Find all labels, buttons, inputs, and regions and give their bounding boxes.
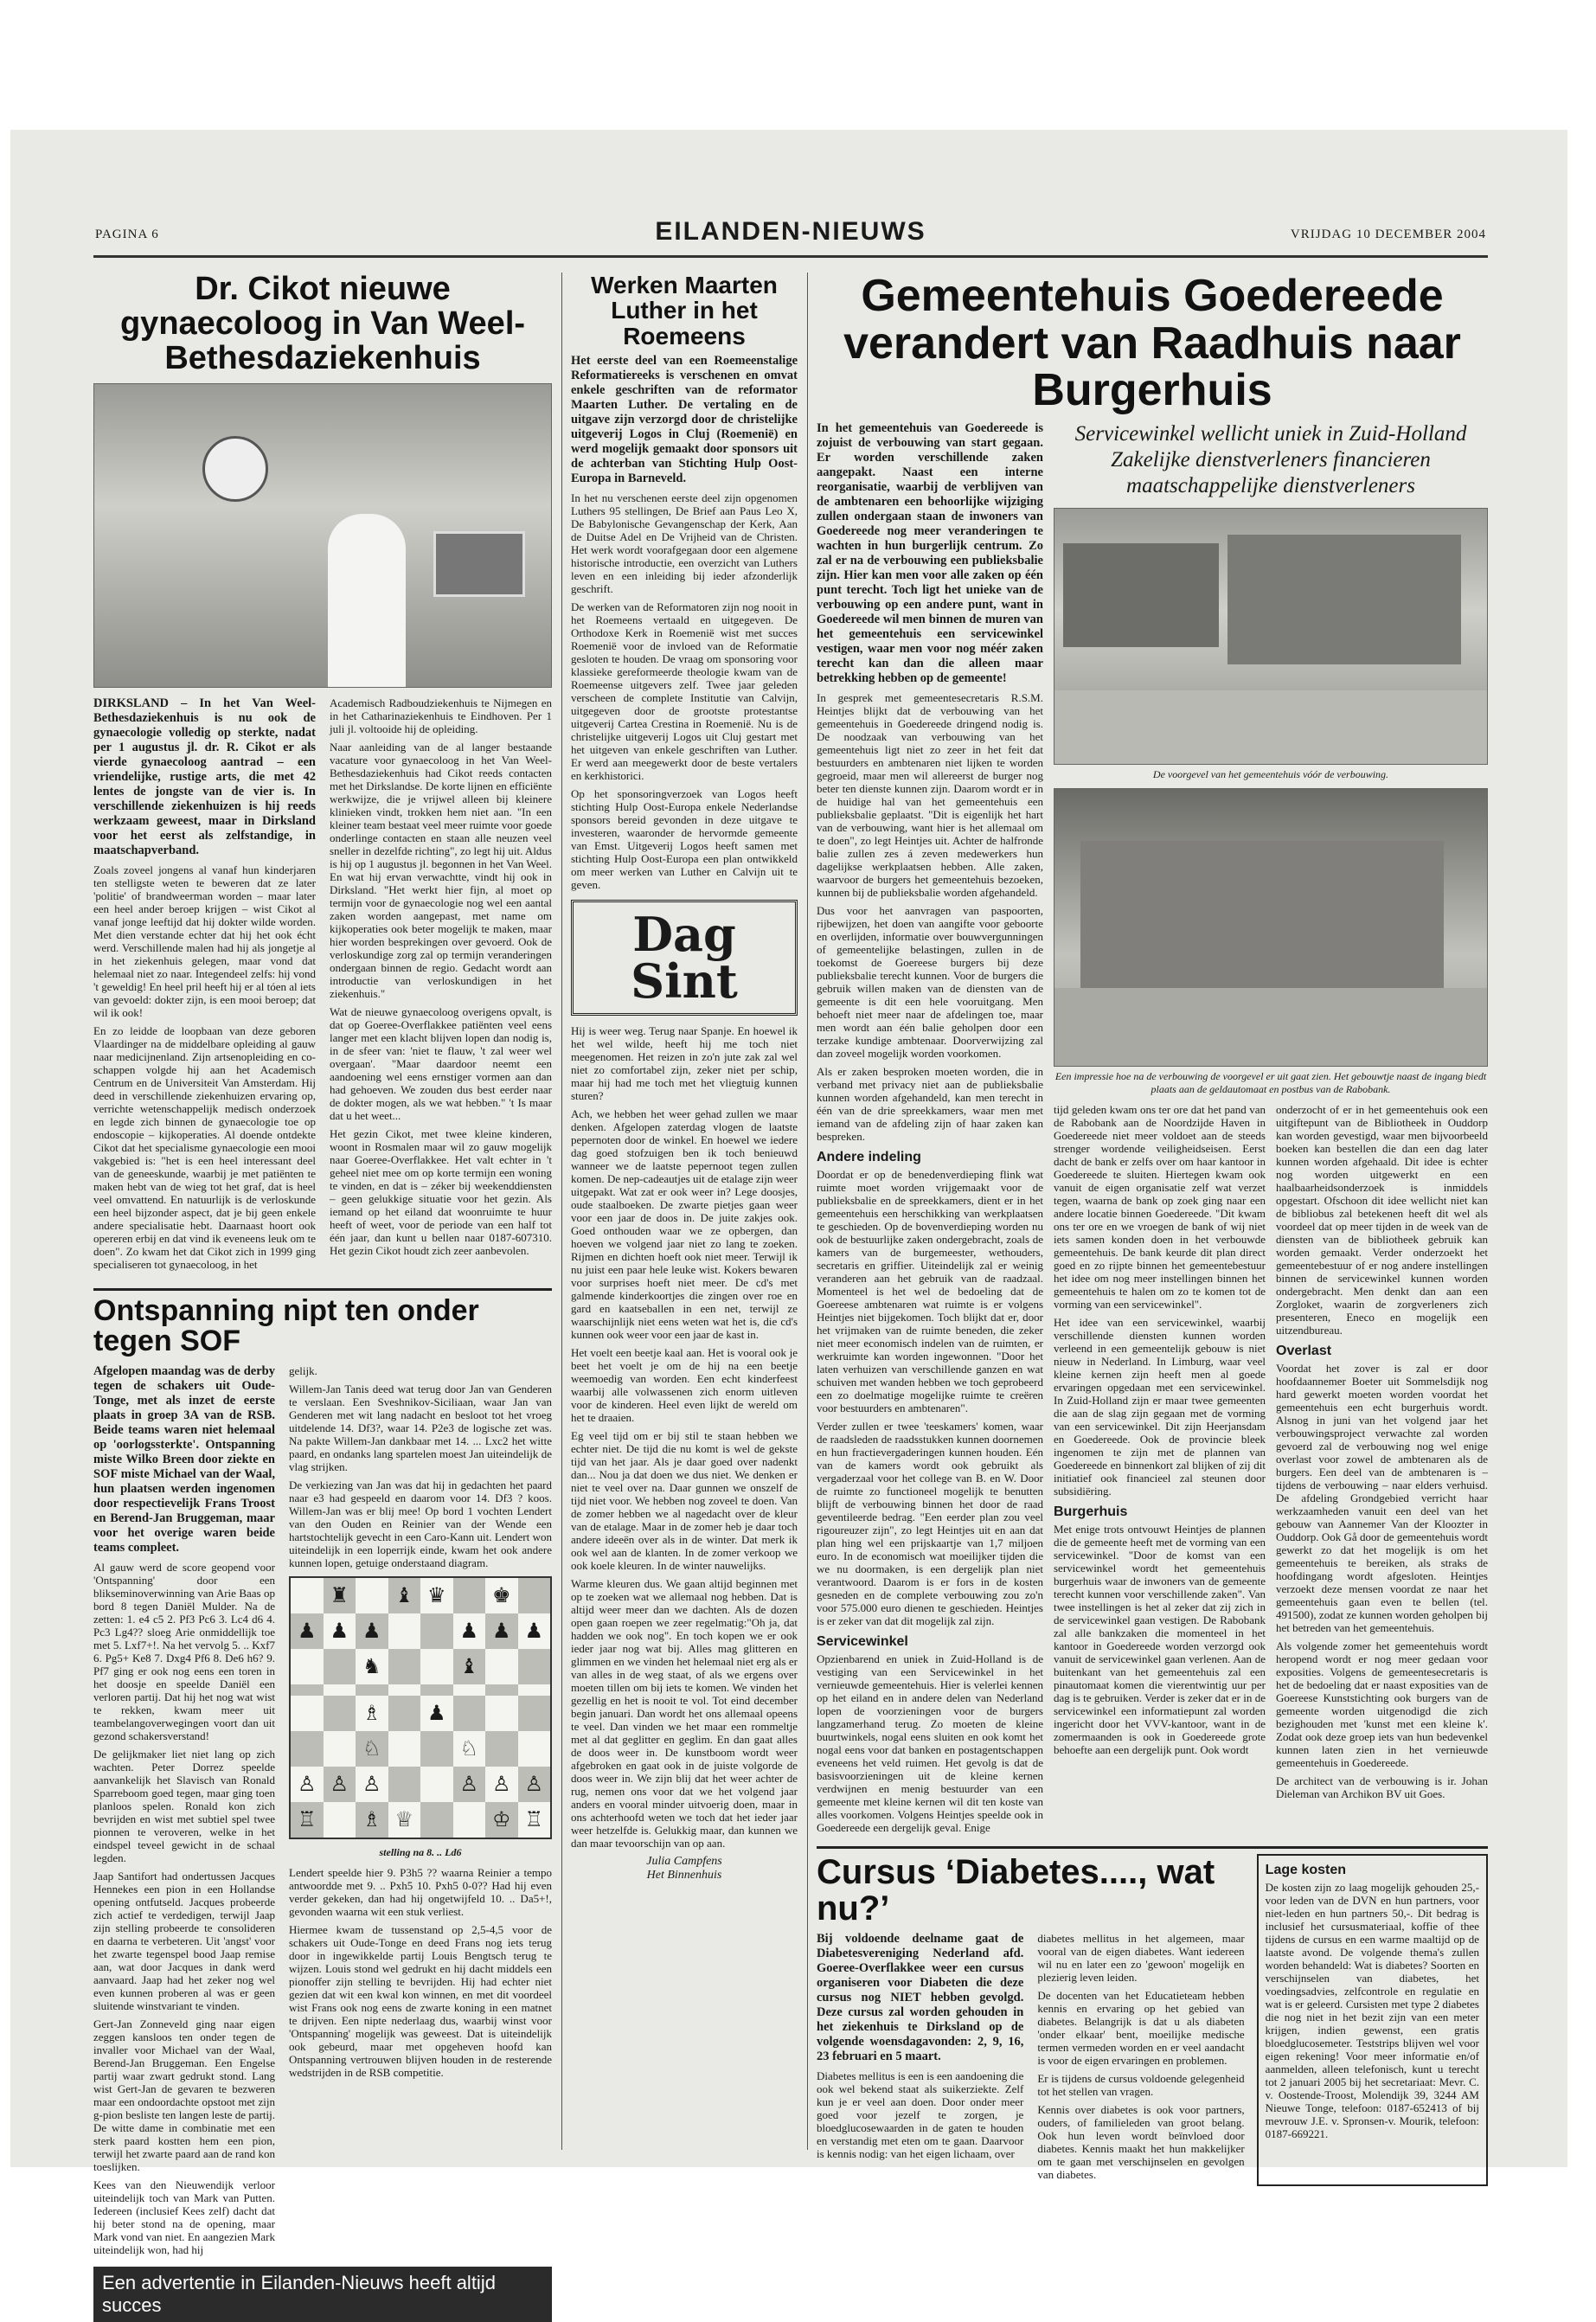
chess-square: ♗ bbox=[356, 1696, 388, 1731]
chess-square bbox=[420, 1731, 453, 1767]
paragraph: Hiermee kwam de tussenstand op 2,5-4,5 voor de schakers uit Oude-Tonge en deed Frans nog iets terug door in ingewikkelde partij Louis Bengtsch terug te wijzen. Louis stond wel gedrukt en hij dacht middels een pionoffer zijn stelling te bevrijden. Hij had echter niet gezien dat wit een kwal kon winnen, en met dit voordeel wist Frans ook nog eens de zwarte koning in een matnet te drijven. Een nipte nederlaag dus, waarbij winst voor 'Ontspanning' mogelijk was geweest. Dat is uiteindelijk ook gebeurd, maar met opgeheven hoofd kan Ontspanning vertrouwen blijven houden in de resterende wedstrijden in de RSB competitie. bbox=[289, 1923, 552, 2080]
chess-square bbox=[518, 1649, 551, 1684]
chess-square bbox=[324, 1802, 356, 1838]
chess-square bbox=[388, 1684, 421, 1695]
column-middle bbox=[571, 273, 798, 2150]
article-intro: Bij voldoende deelname gaat de Diabetesvereniging Nederland afd. Goeree-Overflakkee weer een cursus organiseren voor Diabeten die deze cursus nog NIET hebben gevolgd. Deze cursus zal worden gehouden in het ziekenhuis te Dirksland op de volgende woensdagavonden: 2, 9, 16, 23 februari en 5 maart. bbox=[817, 1931, 1024, 2063]
wall-clock-icon bbox=[202, 436, 268, 502]
photo-town-hall-impression bbox=[1054, 788, 1488, 1067]
paragraph: En zo leidde de loopbaan van deze geboren Vlaardinger na de middelbare opleiding al gauw naar medicijnenland. Zijn artsenopleiding en co-schappen volgde hij aan het Academisch Centrum en de Universiteit Van Amsterdam. Hij deed in verschillende ziekenhuizen ervaring op, verrichte wetenschappelijk medisch onderzoek en legde zich binnen de gynaecologie toe op endoscopie – kijkoperaties. Al doende ontdekte Cikot dat het specialisme gynaecologie een mooi vakgebied is: "het is een heel interessant deel van de geneeskunde, waarbij je met patiënten te maken hebt van de wieg tot het graf, dat is heel veel omvattend. En natuurlijk is de verloskunde een heel bijzonder aspect, dat je bij geen enkele andere specialisatie hebt. Daarnaast hoort ook opereren erbij en dat vind ik eveneens leuk om te doen". Zo kwam het dat Cikot zich in 1999 ging specialiseren tot gynaecoloog, in het bbox=[93, 1023, 316, 1271]
advertisement-banner: Een advertentie in Eilanden-Nieuws heeft altijd succes bbox=[93, 2267, 552, 2322]
paragraph: Diabetes mellitus is een is een aandoening die ook wel bekend staat als suikerziekte. Zelf kun je er veel aan doen. Door onder meer goed voor jezelf te zorgen, je bloedglucosewaarden in de gaten te houden en verstandig met eten om te gaan. Daarvoor is kennis nodig: van het eigen lichaam, over bbox=[817, 2069, 1024, 2160]
chess-square: ♔ bbox=[485, 1802, 518, 1838]
plaza bbox=[1054, 988, 1487, 1066]
chess-square: ♟ bbox=[356, 1613, 388, 1649]
chess-square bbox=[453, 1802, 486, 1838]
headline-luther: Werken Maarten Luther in het Roemeens bbox=[591, 272, 778, 350]
sint-title: Sint bbox=[631, 953, 738, 1010]
photo-caption: Een impressie hoe na de verbouwing de voorgevel er uit gaat zien. Het gebouwtje naast de ingang biedt plaats aan de geldautomaat en postbus van de Rabobank. bbox=[1054, 1069, 1487, 1095]
column-rule bbox=[561, 273, 562, 2150]
signature-name: Julia Campfens bbox=[646, 1855, 722, 1869]
paragraph: Hij is weer weg. Terug naar Spanje. En hoewel ik het wel wilde, heeft hij me toch niet meegenomen. Het reizen in zo'n jute zak zal wel niet zo comfortabel zijn, zeker niet per schip, maar hij had me toch met het vliegtuig kunnen sturen? bbox=[571, 1024, 798, 1103]
headline-diabetes: Cursus ‘Diabetes...., wat nu?’ bbox=[817, 1852, 1215, 1928]
paragraph: Ach, we hebben het weer gehad zullen we maar denken. Afgelopen zaterdag vlogen de laatste pepernoten door de winkel. En hoewel we iedere dag goed stofzuigen ben ik toch benieuwd wanneer we de laatste pepernoot tegen zullen komen. De nep-cadeautjes uit de etalage zijn weer uitgepakt. Wat zat er ook weer in? Lege doosjes, oude staalboeken. De zwarte pietjes gaan weer voor een jaar de doos in. De juite zakjes ook. Goed onthouden waar we ze opbergen, dan hoeven we volgend jaar niet zo lang te zoeken. Rijmen en dichten hoeft ook niet meer. Terwijl ik nu juist een paar hele leuke wist. Kokers bewaren voor surprises hoeft niet meer. De cd's met galmende kinderkoortjes die zingen over roe en gard en kaatseballen in een net, terwijl ze waarschijnlijk niet eens weten wat het is, die cd's kunnen ook weer voor een jaar de kast in. bbox=[571, 1107, 798, 1342]
article-cikot-body bbox=[93, 696, 552, 1276]
chess-square: ♙ bbox=[291, 1767, 324, 1802]
paragraph: Op het sponsoringverzoek van Logos heeft stichting Hulp Oost-Europa enkele Nederlandse sponsors bereid gevonden in deze uitgave te investeren, waaronder de hervormde gemeente van Emst. Uitgeverij Logos heeft samen met stichting Hulp Oost-Europa een plan ontwikkeld om meer werken van Luther en Calvijn uit te geven. bbox=[571, 787, 798, 892]
building-impression bbox=[1080, 841, 1444, 988]
building-left bbox=[1063, 543, 1219, 647]
paragraph: Als volgende zomer het gemeentehuis wordt heropend wordt er nog meer gedaan voor exposities. Volgens de gemeentesecretaris is het de bedoeling dat er naast exposities van de Goereese Kunststichting ook burgers van de gemeente worden uitgenodigd die zich bezighouden met 'kunst met een kleine k'. Zodat ook deze groep iets van hun bedevenkel kunnen laten zien in het vernieuwde gemeentehuis in Goedereede. bbox=[1276, 1639, 1488, 1769]
chess-square bbox=[518, 1578, 551, 1613]
chess-square bbox=[485, 1684, 518, 1695]
paragraph: De verkiezing van Jan was dat hij in gedachten het paard naar e3 had gespeeld en daarom voor 14. Df3 ? koos. Willem-Jan was er blij mee! Op bord 1 vochten Lendert van den Ouden en Reinier van der Wende een hartstochtelijk gevecht in een Caro-Kann uit. Lendert won uiteindelijk in een loperrijk einde, kwam het ook andere kunnen lopen, getuige onderstaand diagram. bbox=[289, 1479, 552, 1570]
chess-square bbox=[291, 1684, 324, 1695]
chess-square: ♝ bbox=[388, 1578, 421, 1613]
dag-title: Dag bbox=[632, 907, 736, 963]
paragraph: Voordat het zover is zal er door hoofdaannemer Boeter uit Sommelsdijk nog hard gewerkt moeten worden voordat het gemeentehuis een echt burgerhuis wordt. Alsnog in juni van het volgend jaar het verbouwingsproject verwachte zal worden gevoerd zal de verbouwing nog wel enige overlast voor zowel de ambtenaren als de burgers. Een deel van de ambtenaren is – tijdens de verbouwing – naar elders verhuisd. De afdeling Grondgebied verricht haar werkzaamheden vanuit een deel van het gebouw van Aannemer Van der Kloozter in Ouddorp. Ook Gå door de gemeentehuis wordt gewerkt zo dat het mogelijk is om het gemeentehuis te bereiken, als straks de hoofdingang wordt afgesloten. Heintjes verzoekt deze mensen voordat ze naar het gemeentehuis gaan even te bellen (tel. 491500), zodat ze kunnen worden geholpen bij het betreden van het gemeentehuis. bbox=[1276, 1361, 1488, 1634]
chess-square bbox=[485, 1731, 518, 1767]
chess-square: ♟ bbox=[324, 1613, 356, 1649]
chess-square bbox=[453, 1684, 486, 1695]
chess-square bbox=[420, 1684, 453, 1695]
photo-caption: De voorgevel van het gemeentehuis vóór de verbouwing. bbox=[1152, 767, 1389, 780]
chess-square bbox=[324, 1731, 356, 1767]
article-intro: In het gemeentehuis van Goedereede is zojuist de verbouwing van start gegaan. Er worden verschillende zaken aangepakt. Naast een interne reorganisatie, waarbij de verblijven van de ambtenaren een behoorlijke wijziging zullen ondergaan staan de inwoners van Goedereede nog meer veranderingen te wachten in hun burgerlijk centrum. Zo zal er na de verbouwing een publieksbalie zijn. Hier kan men voor alle zaken op één punt terecht. Toch ligt het unieke van de verbouwing op een andere punt, want in Goedereede wil men binnen de muren van het gemeentehuis een servicewinkel vestigen, waar men voor nog méér zaken terecht kan dan die alleen maar betrekking hebben op de gemeente! bbox=[817, 420, 1043, 685]
paragraph: De docenten van het Educatieteam hebben kennis en ervaring op het gebied van diabetes. Belangrijk is dat u als diabeten 'onder elkaar' bent, moeilijke medische termen vermeden worden en er veel aandacht is voor de eigen ervaringen en problemen. bbox=[1037, 1988, 1245, 2067]
column-left bbox=[93, 271, 552, 2317]
chess-square bbox=[291, 1578, 324, 1613]
chess-square: ♙ bbox=[356, 1767, 388, 1802]
chess-square bbox=[518, 1684, 551, 1695]
chess-square bbox=[388, 1649, 421, 1684]
plaza bbox=[1054, 690, 1487, 764]
chess-square: ♖ bbox=[518, 1802, 551, 1838]
info-box-title: Lage kosten bbox=[1265, 1862, 1347, 1877]
chess-square: ♟ bbox=[485, 1613, 518, 1649]
paragraph: Lendert speelde hier 9. P3h5 ?? waarna Reinier a tempo antwoordde met 9. .. Pxh5 10. Pxh5 0-0?? Had hij even verder gekeken, dan had hij ongetwijfeld 10. .. Da5+!, gevonden waarna wit een stuk verliest. bbox=[289, 1866, 552, 1919]
headline-chess: Ontspanning nipt ten onder tegen SOF bbox=[93, 1293, 479, 1358]
paragraph: Doordat er op de benedenverdieping flink wat ruimte moet worden vrijgemaakt voor de publieksbalie en de spreekkamers, dient er in het gemeentehuis een herschikking van werkplaatsen te geschieden. Op de bovenverdieping worden nu ook de bestuurlijke zaken ondergebracht, zoals de kamers van de burgemeester, wethouders, secretaris en griffier. Uiteindelijk zal er weinig veranderen aan het gebruik van de raadzaal. Momenteel is het wel de bedoeling dat de Goereese ambtenaren wat ruimte is er volgens Heintjes niet bijgekomen. Toch blijkt dat er, door het vrijmaken van de ruimte beneden, die zeker niet meer economisch indelen van de ruimten, er werkruimte kan worden ingewonnen. "Door het laten verhuizen van verschillende ganzen en wat schuiven met wanden hebben we toch geprobeerd een zo doelmatige mogelijke ruimte te creëren voor bestuurders en ambtenaren". bbox=[817, 1167, 1043, 1414]
paragraph: De werken van de Reformatoren zijn nog nooit in het Roemeens vertaald en uitgegeven. De Orthodoxe Kerk in Roemenië wist met succes Roemenië voor de invloed van de Reformatie gesloten te houden. De vraag om sponsoring voor klassieke gereformeerde theologie kwam van de Roemeense uitgevers zelf. Twee jaar geleden verscheen de complete Institutie van Calvijn, uitgegeven door de grootste protestantse uitgeverij Cartea Crestina in Roemenië. Nu is de christelijke uitgeverij Logos uit Cluj gestart met het uitgeven van enkele geschriften van Luther. Er werd aan meegewerkt door de beste vertalers en kerkhistorici. bbox=[571, 600, 798, 783]
chess-square: ♟ bbox=[453, 1613, 486, 1649]
chess-square: ♙ bbox=[518, 1767, 551, 1802]
issue-date: VRIJDAG 10 DECEMBER 2004 bbox=[1290, 228, 1486, 241]
paragraph: onderzocht of er in het gemeentehuis ook een uitgiftepunt van de Bibliotheek in Ouddorp kan worden gevestigd, waar men bijvoorbeeld boeken kan bestellen die dan een dag later kunnen worden afgehaald. Dit idee is echter nog worden uitgewerkt en een haalbaarheidsonderzoek is inmiddels opgestart. Ofschoon dit idee wellicht niet kan de bibliobus zal betekenen heeft dit wel als voordeel dat op meer tijden in de week van de diensten van de bibliotheek gebruik kan worden gemaakt. Verder onderzoekt het gemeentebestuur of er nog andere instellingen binnen de servicewinkel kunnen worden ondergebracht. Men denkt dan aan een Zorgloket, waarin de zorgverleners zich presenteren, Eneco en mogelijk een uitzendbureau. bbox=[1276, 1102, 1488, 1337]
chess-square: ♙ bbox=[324, 1767, 356, 1802]
chess-square: ♟ bbox=[420, 1696, 453, 1731]
paragraph: Met enige trots ontvouwt Heintjes de plannen die de gemeente heeft met de vorming van een servicewinkel. "Door de komst van een servicewinkel wordt het gemeentehuis burgerhuis waar de inwoners van de gemeente terecht kunnen voor verschillende zaken". Van twee instellingen is het al zeker dat zij zich in de servicewinkel gaan vestigen. De Rabobank zal alle bankzaken die momenteel in het kantoor in Goedereede worden verzorgd ook vanuit de servicewinkel gaan verlenen. Aan de buitenkant van het gemeentehuis zal een pinautomaat komen die vierentwintig uur per dag is te gebruiken. Verder is zeker dat er in de servicewinkel een informatiepunt zal worden ingericht door het VVV-kantoor, want in de zomermaanden is ook in Goedereede grote behoefte aan een dergelijk punt. Ook wordt bbox=[1054, 1522, 1266, 1756]
wall-painting bbox=[433, 531, 525, 597]
photo-town-hall-before bbox=[1054, 508, 1488, 765]
column-title-dag-sint bbox=[571, 900, 798, 1016]
paragraph: Wat de nieuwe gynaecoloog overigens opvalt, is dat op Goeree-Overflakkee patiënten veel eens langer met een klacht blijven lopen dan nodig is, in de sfeer van: 'niet te flauw, 't zal weer wel overgaan'. "Maar daardoor neemt een aandoening wel eens ernstiger vormen aan dan had gehoeven. We zouden dus best eerder naar de dokter mogen, als we wat hebben." 't Is maar dat u het weet... bbox=[330, 1004, 552, 1122]
chess-diagram bbox=[289, 1576, 552, 1839]
chess-square bbox=[324, 1649, 356, 1684]
photo-gynaecologist bbox=[93, 383, 552, 688]
doctor-figure bbox=[328, 514, 406, 687]
chess-square bbox=[485, 1696, 518, 1731]
chess-diagram-caption: stelling na 8. .. Ld6 bbox=[379, 1846, 462, 1859]
column-right bbox=[817, 271, 1488, 2181]
info-box-lage-kosten bbox=[1257, 1854, 1488, 2186]
chess-square: ♚ bbox=[485, 1578, 518, 1613]
chess-square: ♕ bbox=[388, 1802, 421, 1838]
building-center bbox=[1227, 535, 1461, 664]
chess-square: ♗ bbox=[356, 1802, 388, 1838]
column-rule bbox=[807, 273, 808, 2150]
chess-square: ♘ bbox=[356, 1731, 388, 1767]
info-box-text: De kosten zijn zo laag mogelijk gehouden 25,- voor leden van de DVN en hun partners, voor niet-leden en hun partners 50,-. Dit bedrag is inclusief het cursusmateriaal, koffie of thee tijdens de cursus en een warme maaltijd op de laatste avond. De volgende thema's zullen worden behandeld: Wat is diabetes? Soorten en verschijnselen van diabetes, het voedingsadvies, zelfcontrole en regulatie en wat is er geleerd. Cursisten met type 2 diabetes die nog niet in het bezit zijn van een meter krijgen, indien gewenst, een gratis bloedglucosemeter. Teststrips blijven wel voor eigen rekening! Voor meer informatie en/of aanmelden, alleen telefonisch, kunt u terecht tot 2 januari 2005 bij het secretariaat: Mevr. C. v. Oostende-Troost, Molendijk 39, 3244 AM Nieuwe Tonge, telefoon: 0187-652413 of bij mevrouw J.E. v. Spronsen-v. Mourik, telefoon: 0187-669221. bbox=[1265, 1880, 1479, 2140]
chess-square bbox=[356, 1578, 388, 1613]
paragraph: Jaap Santifort had ondertussen Jacques Hennekes een pion in een Hollandse opening ontfutseld. Jacques probeerde zich actief te verdedigen, terwijl Jaap zijn stelling probeerde te consolideren en daarna te verbeteren. Uit 'angst' voor het zwarte tegenspel bood Jaap remise aan, wat door Jacques in dank werd aanvaard. Jaap had het zeker nog wel even kunnen proberen al was er geen sluitende winstvariant te vinden. bbox=[93, 1870, 275, 2013]
paragraph: Gert-Jan Zonneveld ging naar eigen zeggen kansloos ten onder tegen de invaller voor Michael van der Waal, Berend-Jan Bruggeman. Een Engelse partij waar zwart gedrukt stond. Lang wist Gert-Jan de gevaren te bezweren maar een ondoordachte opstoot met zijn g-pion besliste ten langen leste de partij. De witte dame in combinatie met een sterk paard kostten hem een pion, terwijl het zwarte paard aan de rand kon toeslijken. bbox=[93, 2017, 275, 2174]
paragraph: Naar aanleiding van de al langer bestaande vacature voor gynaecoloog in het Van Weel-Bethesdaziekenhuis had Cikot reeds contacten met het Dirkslandse. De korte lijnen en efficiënte werkwijze, die je vrijwel alleen bij kleinere klinieken vindt, trokken hem niet aan. "In een kleiner team bestaat veel meer ruimte voor goede onderlinge contacten en staan alle neuzen veel sneller in dezelfde richting", zo legt hij uit. Aldus is hij op 1 augustus jl. begonnen in het Van Weel. En wat hij ervan verwachtte, vindt hij ook in Dirksland. "Het werkt hier fijn, al moet op termijn voor de gynaecologie nog wel een aantal zaken worden aangepast, met name om kijkoperaties ook beter mogelijk te maken, maar hier worden besprekingen over gevoerd. Ook de verloskundige zorg zal op termijn veranderingen ondergaan binnen de regio. Gedacht wordt aan introductie van verloskundigen in het ziekenhuis." bbox=[330, 740, 552, 1000]
paragraph: diabetes mellitus in het algemeen, maar vooral van de eigen diabetes. Want iedereen wil nu en later een zo 'gewoon' mogelijk en plezierig leven leiden. bbox=[1037, 1931, 1245, 1984]
subheading: Burgerhuis bbox=[1054, 1504, 1128, 1519]
chess-square bbox=[420, 1649, 453, 1684]
article-intro: Het eerste deel van een Roemeenstalige Reformatiereeks is verschenen en omvat enkele geschriften van de reformator Maarten Luther. De vertaling en de uitgave zijn verzorgd door de christelijke uitgeverij Logos in Cluj (Roemenië) en werd mogelijk gemaakt door sponsors uit de achterban van Stichting Hulp Oost-Europa in Barneveld. bbox=[571, 354, 798, 486]
paragraph: Eg veel tijd om er bij stil te staan hebben we echter niet. De tijd die nu komt is wel de gekste tijd van het jaar. Als je daar goed over nadenkt dan... Nou ja dat doen we dus niet. We denken er niet te veel over na. Daar gunnen we onszelf de tijd niet voor. We hebben nog zoveel te doen. Van de zomer hebben we al nagedacht over de kleur van de etalage. Maar in de zomer heb je daar toch andere ideeën over als in de winter. Dat merk ik ook wel aan de klanten. In de zomer verkoop we ook koele kleuren. In de winter nauwelijks. bbox=[571, 1429, 798, 1573]
paragraph: Als er zaken besproken moeten worden, die in verband met privacy niet aan de publieksbalie kunnen worden afgehandeld, kan men terecht in één van de drie spreekkamers, waar men met iemand van de afdeling zijn of haar zaken kan bespreken. bbox=[817, 1064, 1043, 1143]
signature-place: Het Binnenhuis bbox=[646, 1869, 722, 1883]
chess-square bbox=[324, 1684, 356, 1695]
paragraph: In gesprek met gemeentesecretaris R.S.M. Heintjes blijkt dat de verbouwing van het gemeentehuis in Goedereede dringend nodig is. De noodzaak van verbouwing van het gemeentehuis ligt niet zo zeer in het feit dat bestuurders en ambtenaren niet lijken te worden gegroeid, maar men wil allereerst de burger nog beter ten dienste kunnen zijn. Daarom wordt er in de huidige hal van het gemeentehuis een publieksbalie geplaatst. "Dit is eigenlijk het hart van de verbouwing, want hier is het allemaal om te doen", zo legt Heintjes uit. Achter de halfronde balie zullen zes á zeven medewerkers hun dagelijkse werkplaatsen hebben. Alle zaken, waarvoor de burgers het gemeentehuis bezoeken, kunnen bij de publieksbalie worden afgehandeld. bbox=[817, 690, 1043, 899]
chess-square bbox=[420, 1802, 453, 1838]
paragraph: Opzienbarend en uniek in Zuid-Holland is de vestiging van een Servicewinkel in het vernieuwde gemeentehuis. Hier is velerlei kennen op het eiland en in andere delen van Nederland lopen de voorzieningen voor de burgers langzamerhand terug. Zo moeten de kleine buurtwinkels, nogal eens sluiten en ook komt het nogal eens voor dat banken en postagentschappen eveneens het veld ruimen. Het gevolg is dat de basisvoorzieningen uit de kleine kernen verdwijnen en menig bestuurder van een gemeente met kleine kernen wil dit ten koste van alles voorkomen. Volgens Heintjes speelde ook in Goedereede een dergelijk geval. Enige bbox=[817, 1652, 1043, 1834]
headline-gemeentehuis: Gemeentehuis Goedereede verandert van Raadhuis naar Burgerhuis bbox=[843, 271, 1461, 416]
chess-square: ♖ bbox=[291, 1802, 324, 1838]
newspaper-page bbox=[93, 212, 1488, 2317]
subheading: Servicewinkel bbox=[817, 1633, 908, 1649]
paragraph: Verder zullen er twee 'teeskamers' komen, waar de raadsleden de raadsstukken kunnen doornemen en hun fractievergaderingen kunnen houden. Eén van de kamers wordt ook gebruikt als vergaderzaal voor het college van B. en W. Door de ruimte zo functioneel mogelijk te benutten blijft de verbouwing binnen het door de raad geventileerde bedrag. "Een eerder plan zou veel rigoureuzer zijn", zo legt Heintjes uit en aan dat plan hing wel een prijskaartje van 1,7 miljoen euro. In de economisch wat moeilijker tijden die we nu doormaken, is een dergelijk plan niet verantwoord. Daarom is er fors in de kosten gesneden en de complete verbouwing zou zo'n voor 575.000 euro dienen te geschieden. Heintjes is er zeker van dat dit mogelijk zal zijn. bbox=[817, 1419, 1043, 1627]
subhead-servicewinkel: Servicewinkel wellicht uniek in Zuid-Holland bbox=[1074, 421, 1467, 446]
paragraph: Zoals zoveel jongens al vanaf hun kinderjaren ten stelligste weten te beweren dat ze later 'politie' of brandweerman worden – maar later een heel ander beroep krijgen – wist Cikot al vanaf jonge leeftijd dat hij dokter wilde worden. Met dien verstande echter dat hij het ook écht werd. Verschillende malen had hij als jongetje al in het ziekenhuis gelegen, maar vond dat helemaal niet zo naar. Integendeel zelfs: hij vond 't geweldig! En heel pril heeft hij er al tóen al iets van gevoeld: dokter zijn, is een mooi beroep; dat wil ik ook! bbox=[93, 863, 316, 1019]
chess-square: ♟ bbox=[518, 1613, 551, 1649]
chess-square: ♙ bbox=[485, 1767, 518, 1802]
chess-square bbox=[356, 1684, 388, 1695]
paragraph: Het idee van een servicewinkel, waarbij verschillende diensten kunnen worden verleend in een gemeentelijk gebouw is niet nieuw in Nederland. In Limburg, waar veel kleine kernen zijn heeft men al goede ervaringen opgedaan met een servicewinkel. In Zuid-Holland zijn er maar twee gemeenten die aan de slag zijn gegaan met de vorming van een servicewinkel. Dit zijn Heerjansdam en Goedereede. Ook de provincie bleek ingenomen te zijn met de plannen van Goedereede en binnenkort zal blijken of zij dit initiatief ook financieel zal steunen door subsidiëring. bbox=[1054, 1315, 1266, 1498]
chess-square bbox=[388, 1731, 421, 1767]
paragraph: Het gezin Cikot, met twee kleine kinderen, woont in Rosmalen maar wil zo gauw mogelijk naar Goeree-Overflakkee. Het valt echter in 't geheel niet mee om op korte termijn een woning te vinden, en dat is – zéker bij weekenddiensten – geen gelukkige situatie voor het gezin. Als iemand op het eiland dat woonruimte te huur heeft of weet, voor de periode van een half tot één jaar, dan kunt u bellen naar 0187-607310. Het gezin Cikot houdt zich zeer aanbevolen. bbox=[330, 1126, 552, 1257]
chess-square: ♘ bbox=[453, 1731, 486, 1767]
paragraph: Kennis over diabetes is ook voor partners, ouders, of familieleden van groot belang. Ook hun leven wordt beïnvloed door diabetes. Kennis maakt het hun makkelijker om te gaan met verschijnselen en gevolgen van diabetes. bbox=[1037, 2102, 1245, 2181]
chess-square bbox=[453, 1578, 486, 1613]
chess-square bbox=[388, 1767, 421, 1802]
subheading: Andere indeling bbox=[817, 1149, 921, 1164]
chess-square: ♛ bbox=[420, 1578, 453, 1613]
paragraph: De architect van de verbouwing is ir. Johan Dieleman van Archikon BV uit Goes. bbox=[1276, 1774, 1488, 1800]
chess-square bbox=[485, 1649, 518, 1684]
running-header bbox=[93, 212, 1488, 258]
chess-square bbox=[420, 1767, 453, 1802]
paragraph: De gelijkmaker liet niet lang op zich wachten. Peter Dorrez speelde aanvankelijk het Slavisch van Ronald Sparreboom goed tegen, maar ging toen planloos spelen. Ronald kon zich bevrijden en wist met subtiel spel twee pionnen te veroveren, welke in het eindspel teveel gewicht in de schaal legden. bbox=[93, 1748, 275, 1865]
paragraph: gelijk. bbox=[289, 1364, 317, 1378]
paragraph: Er is tijdens de cursus voldoende gelegenheid tot het stellen van vragen. bbox=[1037, 2071, 1245, 2098]
chess-square bbox=[518, 1696, 551, 1731]
chess-square bbox=[388, 1696, 421, 1731]
chess-square bbox=[518, 1731, 551, 1767]
subhead-dienstverleners: Zakelijke dienstverleners financieren maatschappelijke dienstverleners bbox=[1111, 447, 1431, 497]
paragraph: Willem-Jan Tanis deed wat terug door Jan van Genderen te verslaan. Een Sveshnikov-Siciliaan, waar Jan van Genderen met wit lang nadacht en besloot tot het vroeg uitdelende 14. Df3?, waar 14. P2e3 de logische zet was. Na pakte Willem-Jan dankbaar met 14. ... Lxc2 het witte paard, en ondanks lang spartelen moest Jan uiteindelijk de vlag strijken. bbox=[289, 1382, 552, 1474]
headline-cikot: Dr. Cikot nieuwe gynaecoloog in Van Weel-Bethesdaziekenhuis bbox=[119, 271, 526, 376]
page-number: PAGINA 6 bbox=[95, 228, 159, 241]
masthead: EILANDEN-NIEUWS bbox=[655, 217, 926, 246]
paragraph: Academisch Radboudziekenhuis te Nijmegen en in het Catharinaziekenhuis te Eindhoven. Per 1 juli jl. voltooide hij de opleiding. bbox=[330, 696, 552, 735]
chess-square: ♙ bbox=[453, 1767, 486, 1802]
chess-square: ♞ bbox=[356, 1649, 388, 1684]
chess-square bbox=[420, 1613, 453, 1649]
paragraph: Al gauw werd de score geopend voor 'Ontspanning' door een blikseminoverwinning van Arie Baas op bord 8 tegen Daniël Mulder. Na de zetten: 1. e4 c5 2. Pf3 Pc6 3. Lc4 d6 4. Pc3 Lg4?? sloeg Arie onmiddellijk toe met 5. Lxf7+!. Na het vervolg 5. .. Kxf7 6. Pg5+ Ke8 7. Dxg4 Pf6 8. De6 h6? 9. Pf7 ging er ook nog eens een toren in het doosje en speelde Daniël een verloren partij. Dat hij het nog wat wist te rekken, kwam meer uit teambelangoverwegingen voort dan uit gezond schakersverstand! bbox=[93, 1561, 275, 1743]
chess-square: ♟ bbox=[291, 1613, 324, 1649]
article-intro: DIRKSLAND – In het Van Weel-Bethesdaziekenhuis is nu ook de gynaecologie volledig op sterkte, nadat per 1 augustus jl. dr. R. Cikot er als vierde gynaecoloog aantrad – een vriendelijke, rustige arts, die met 42 lentes de jongste van de vier is. In verschillende ziekenhuizen is hij reeds werkzaam geweest, maar in Dirksland voor het eerst als zelfstandige, in maatschapverband. bbox=[93, 696, 316, 857]
paragraph: Het voelt een beetje kaal aan. Het is vooral ook je beet het voelt je om de hij na een beetje weemoedig van worden. Een echt kinderfeest waarbij alle volwassenen zich enorm uitleven voor de kinderen. Heel even lijkt de wereld om het te draaien. bbox=[571, 1346, 798, 1425]
chess-square bbox=[291, 1649, 324, 1684]
paragraph: Kees van den Nieuwendijk verloor uiteindelijk toch van Mark van Putten. Iedereen (inclusief Kees zelf) dacht dat hij beter stond na de opening, maar Mark vond van niet. En aangezien Mark uiteindelijk won, had hij bbox=[93, 2178, 275, 2257]
chess-square: ♝ bbox=[453, 1649, 486, 1684]
chess-square bbox=[291, 1696, 324, 1731]
article-diabetes bbox=[817, 1846, 1488, 2186]
chess-square bbox=[453, 1696, 486, 1731]
subheading: Overlast bbox=[1276, 1343, 1332, 1358]
chess-square bbox=[324, 1696, 356, 1731]
paragraph: tijd geleden kwam ons ter ore dat het pand van de Rabobank aan de Noordzijde Haven in Goedereede niet meer voldoet aan de steeds strenger wordende veiligheidseisen. Eerst dacht de bank er zelfs over om haar kantoor in Goedereede te sluiten. Hiertegen kwam ook vanuit de eigen organisatie zelf wat verzet tegen, waarna de bank op zoek ging naar een andere locatie binnen Goedereede. "Dit kwam ons ter ore en we vroegen de bank of wij niet iets samen konden doen in het verbouwde gemeentehuis. De bank keurde dit plan direct goed en zo rijpte binnen het gemeentebestuur het idee om nog meer instellingen binnen het gemeentehuis te halen om zo te komen tot de vorming van een servicewinkel". bbox=[1054, 1102, 1266, 1311]
chess-square bbox=[291, 1731, 324, 1767]
article-intro: Afgelopen maandag was de derby tegen de schakers uit Oude-Tonge, met als inzet de eerste plaats in groep 3A van de RSB. Beide teams waren niet helemaal op 'oorlogssterkte'. Ontspanning miste Wilko Breen door ziekte en SOF miste Michael van der Waal, hun plaatsen werden ingenomen door respectievelijk Frans Troost en Berend-Jan Bruggeman, maar voor het overige waren beide teams compleet. bbox=[93, 1364, 275, 1555]
article-chess bbox=[93, 1288, 552, 2322]
chess-square: ♜ bbox=[324, 1578, 356, 1613]
paragraph: In het nu verschenen eerste deel zijn opgenomen Luthers 95 stellingen, De Brief aan Paus Leo X, De Babylonische Gevangenschap der Kerk, Aan de Duitse Adel en De Vrijheid van de Christen. Het werk wordt voorafgegaan door een algemene historische introductie, een overzicht van Luthers leven en een inleiding bij ieder afzonderlijk geschrift. bbox=[571, 491, 798, 596]
chess-square bbox=[388, 1613, 421, 1649]
paragraph: Warme kleuren dus. We gaan altijd beginnen met op te zoeken wat we allemaal nog hebben. Dat is altijd weer meer dan we dachten. Als de dozen open gaan roepen we zeer regelmatig:"Oh ja, dat hadden we ook nog". En toch kopen we er ook ieder jaar nog wat bij. Alles mag glitteren en glimmen en we vinden het helemaal niet erg als er van alles in de weg staat, of als we ergens over moeten tillen om bij iets te komen. We vinden het gezellig en het is nooit te vol. Tot eind december begin januari. Dan wordt het ons allemaal opeens te veel. Dan vinden we het maar een rommeltje met al dat geglitter en geglim. En dan gaat alles de doos weer in. De kunstboom wordt weer afgebroken en gaat ook in de juiste volgorde de doos weer in. We zijn blij dat het weer achter de rug, nemen ons voor dat we het volgend jaar anders en vooral minder uitvoerig doen, maar in ons achterhoofd weten we toch dat het ieder jaar weer hetzelfde is. Gelukkig maar, dan kunnen we dan maar tevoorschijn van op aan. bbox=[571, 1577, 798, 1851]
paragraph: Dus voor het aanvragen van paspoorten, rijbewijzen, het doen van aangifte voor geboorte en overlijden, informatie over bouwvergunningen of gemeentelijke belastingen, zullen in de toekomst de Goereese burgers bij deze publieksbalie terecht kunnen. Voor de burgers die gebruik willen maken van de diensten van de gemeente is dit een hele vooruitgang. Men behoeft niet meer naar de afdelingen toe, maar men wordt aan één balie geholpen door een terzake kundige ambtenaar. Doorverwijzing zal dan zoveel mogelijk worden voorkomen. bbox=[817, 903, 1043, 1060]
